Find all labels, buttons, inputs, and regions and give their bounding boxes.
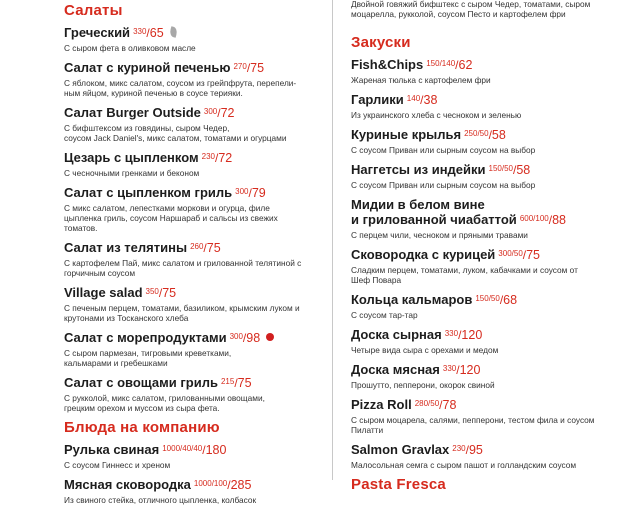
menu-item: [351, 442, 613, 470]
menu-item-price: 180: [205, 443, 227, 457]
menu-item-name: Салат Burger Outside: [64, 105, 201, 120]
menu-item-weight: 140: [406, 94, 421, 103]
group-dishes-list: [64, 442, 316, 505]
section-title-pasta: Pasta Fresca: [351, 476, 446, 493]
menu-item-name: Мясная сковородка: [64, 477, 191, 492]
right-column: [351, 0, 613, 499]
menu-item-weight: 230: [201, 152, 215, 161]
menu-item-name: Салат с морепродуктами: [64, 330, 227, 345]
price-separator: /: [246, 61, 251, 75]
section-title-appetizers: Закуски: [351, 34, 411, 51]
menu-item-title-line: [351, 57, 613, 73]
menu-item-name: Pizza Roll: [351, 397, 412, 412]
menu-item: [351, 362, 613, 390]
menu-item-weight: 300: [229, 332, 243, 341]
menu-item-price: 72: [220, 106, 235, 120]
column-divider: [332, 0, 333, 480]
menu-item-weight: 260: [190, 242, 204, 251]
menu-item: [351, 327, 613, 355]
menu-item-title-line: [351, 197, 613, 228]
vegetarian-leaf-icon: [168, 26, 177, 37]
menu-item-title-line: [64, 330, 316, 346]
price-separator: /: [420, 93, 424, 107]
menu-item-price: 285: [230, 478, 252, 492]
menu-item-name: Салат с куриной печенью: [64, 60, 231, 75]
menu-item-weight: 600/100: [519, 214, 549, 223]
menu-item-name: Кольца кальмаров: [351, 292, 473, 307]
menu-item-description: Четыре вида сыра с орехами и медом: [351, 345, 499, 355]
menu-item-title-line: [64, 477, 316, 493]
menu-item-price: 75: [250, 61, 265, 75]
menu-item-weight: 300/50: [498, 249, 523, 258]
menu-item-description: С соусом тар-тар: [351, 310, 418, 320]
menu-item-price: 62: [458, 58, 473, 72]
price-separator: /: [248, 186, 252, 200]
price-separator: /: [215, 151, 219, 165]
menu-item-price: 75: [237, 376, 252, 390]
menu-item-description: С соусом Приван или сырным соусом на выбор: [351, 145, 536, 155]
price-separator: /: [203, 241, 207, 255]
menu-item-title-line: [64, 60, 316, 76]
menu-item-name: Салат с цыпленком гриль: [64, 185, 233, 200]
menu-item-weight: 150/140: [426, 59, 456, 68]
menu-item-description: С микс салатом, лепестками моркови и огурца, филе цыпленка гриль, соусом Наршараб и сальсы из свежих томатов.: [64, 203, 278, 233]
menu-item: [351, 247, 613, 285]
menu-item-title-line: [351, 442, 613, 458]
menu-item: [64, 240, 316, 278]
menu-item-weight: 330: [133, 27, 147, 36]
menu-item: [351, 162, 613, 190]
price-separator: /: [465, 443, 469, 457]
menu-item-weight: 350: [145, 287, 159, 296]
menu-item-description: Прошутто, пепперони, окорок свиной: [351, 380, 495, 390]
menu-item-price: 88: [552, 213, 566, 227]
menu-item: [351, 127, 613, 155]
menu-item: [64, 477, 316, 505]
menu-item-price: 72: [218, 151, 233, 165]
menu-item-price: 75: [526, 248, 541, 262]
menu-item: [351, 92, 613, 120]
menu-item-weight: 1000/40/40: [162, 444, 203, 453]
menu-item-description: С сыром моцарела, салями, пепперони, тестом фила и соусом Пилатти: [351, 415, 595, 435]
menu-item-title-line: [64, 375, 316, 391]
menu-item-description: Малосольная семга с сыром пашот и голландским соусом: [351, 460, 577, 470]
left-column: [64, 0, 316, 512]
menu-item-name: Греческий: [64, 25, 131, 40]
menu-item-name: Village salad: [64, 285, 143, 300]
menu-item: [64, 330, 316, 368]
menu-item-title-line: [64, 442, 316, 458]
menu-item-weight: 280/50: [414, 399, 440, 408]
appetizers-list: [351, 57, 613, 470]
menu-item-description: С картофелем Пай, микс салатом и грилованной телятиной с горчичным соусом: [64, 258, 302, 278]
menu-item-title-line: [64, 25, 316, 41]
section-title-salads: Салаты: [64, 2, 123, 19]
menu-item-description: С яблоком, микс салатом, соусом из грейпфрута, перепели- ным яйцом, куриной печенью в соусе терияки.: [64, 78, 297, 98]
menu-item-title-line: [351, 362, 613, 378]
price-separator: /: [158, 286, 163, 300]
menu-item-price: 78: [442, 398, 457, 412]
price-separator: /: [242, 331, 247, 345]
menu-item-description: С сыром фета в оливковом масле: [64, 43, 196, 53]
menu-item-price: 58: [516, 163, 531, 177]
menu-item-title-line: [351, 247, 613, 263]
menu-item-title-line: [64, 185, 316, 201]
menu-item: [64, 375, 316, 413]
menu-item-weight: 330: [444, 329, 459, 338]
burger-description: Двойной говяжий бифштекс с сыром Чедер, томатами, сыром моцарелла, рукколой, соусом Песто и картофелем фри: [351, 0, 591, 19]
menu-item-title-line: [351, 397, 613, 413]
menu-item-title-line: [64, 240, 316, 256]
menu-item: [64, 25, 316, 53]
menu-item-description: С печеным перцем, томатами, базиликом, крымским луком и крутонами из Тосканского хлеба: [64, 303, 300, 323]
menu-item-price: 98: [246, 331, 261, 345]
menu-item-title-line: [64, 105, 316, 121]
price-separator: /: [458, 328, 462, 342]
price-separator: /: [217, 106, 221, 120]
menu-item-description: С соусом Приван или сырным соусом на выбор: [351, 180, 536, 190]
menu-item-title-line: [351, 162, 613, 178]
menu-item-name: Мидии в белом вине: [351, 197, 485, 212]
price-separator: /: [488, 128, 492, 142]
menu-item-description: С сыром пармезан, тигровыми креветками, кальмарами и гребешками: [64, 348, 232, 368]
price-separator: /: [513, 163, 517, 177]
menu-item: [351, 197, 613, 240]
menu-item: [64, 285, 316, 323]
menu-item: [64, 185, 316, 233]
menu-item-title-line: [351, 327, 613, 343]
menu-item-name: Fish&Chips: [351, 57, 424, 72]
menu-item-weight: 270: [233, 62, 247, 71]
menu-item-price: 120: [459, 363, 481, 377]
price-separator: /: [456, 363, 460, 377]
menu-item-name: Сковородка с курицей: [351, 247, 496, 262]
price-separator: /: [455, 58, 459, 72]
price-separator: /: [499, 293, 504, 307]
menu-item-price: 65: [149, 26, 164, 40]
menu-item-name: Цезарь с цыпленком: [64, 150, 199, 165]
price-separator: /: [439, 398, 443, 412]
menu-item-price: 38: [423, 93, 438, 107]
price-separator: /: [234, 376, 238, 390]
menu-item: [351, 57, 613, 85]
salads-list: [64, 25, 316, 413]
menu-item-price: 79: [251, 186, 266, 200]
menu-item-name: Salmon Gravlax: [351, 442, 450, 457]
menu-item-description: С чесночными гренками и беконом: [64, 168, 200, 178]
menu-item-name: Наггетсы из индейки: [351, 162, 486, 177]
menu-item-title-line: [351, 127, 613, 143]
menu-item-name: Доска мясная: [351, 362, 440, 377]
price-separator: /: [522, 248, 527, 262]
menu-item: [64, 442, 316, 470]
menu-item-name-continued: и грилованной чиабаттой: [351, 212, 517, 227]
menu-item-description: С рукколой, микс салатом, грилованными овощами, грецким орехом и муссом из сыра фета.: [64, 393, 265, 413]
menu-item-title-line: [64, 150, 316, 166]
menu-item-weight: 150/50: [488, 164, 513, 173]
menu-item-name: Доска сырная: [351, 327, 442, 342]
menu-item-price: 75: [206, 241, 221, 255]
menu-item: [351, 292, 613, 320]
menu-item-title-line: [351, 92, 613, 108]
menu-item-price: 120: [461, 328, 483, 342]
menu-item-description: Жареная тюлька с картофелем фри: [351, 75, 491, 85]
menu-item-weight: 1000/100: [193, 479, 228, 488]
price-separator: /: [146, 26, 150, 40]
menu-item-description: Из свиного стейка, отличного цыпленка, колбасок: [64, 495, 257, 505]
menu-item-price: 68: [503, 293, 518, 307]
menu-item-description: Сладким перцем, томатами, луком, кабачками и соусом от Шеф Повара: [351, 265, 578, 285]
menu-item-title-line: [351, 292, 613, 308]
menu-item-price: 58: [491, 128, 506, 142]
menu-item-name: Салат с овощами гриль: [64, 375, 218, 390]
menu-item-weight: 230: [452, 444, 466, 453]
menu-item-description: С перцем чили, чесноком и пряными травами: [351, 230, 528, 240]
menu-item: [64, 60, 316, 98]
menu-item-weight: 250/50: [464, 129, 489, 138]
menu-item-weight: 330: [442, 364, 457, 373]
menu-item-title-line: [64, 285, 316, 301]
menu-item-weight: 215: [220, 377, 235, 386]
menu-item-description: С бифштексом из говядины, сыром Чедер, соусом Jack Daniel's, микс салатом, томатами и огурцами: [64, 123, 287, 143]
menu-item-weight: 300: [235, 187, 249, 196]
menu-item: [351, 397, 613, 435]
menu-item-price: 75: [162, 286, 177, 300]
menu-item-price: 95: [468, 443, 483, 457]
section-title-group-dishes: Блюда на компанию: [64, 419, 220, 436]
menu-item-weight: 300: [203, 107, 218, 116]
menu-item: [64, 105, 316, 143]
menu-item-name: Куриные крылья: [351, 127, 462, 142]
menu-item-name: Гарлики: [351, 92, 404, 107]
menu-item-description: Из украинского хлеба с чесноком и зеленью: [351, 110, 522, 120]
price-separator: /: [202, 443, 206, 457]
menu-item-name: Рулька свиная: [64, 442, 160, 457]
menu-item: [64, 150, 316, 178]
menu-item-name: Салат из телятины: [64, 240, 188, 255]
price-separator: /: [227, 478, 231, 492]
menu-item-weight: 150/50: [475, 294, 500, 303]
price-separator: /: [548, 213, 553, 227]
special-dot-icon: [266, 333, 274, 341]
menu-item-description: С соусом Гиннесс и хреном: [64, 460, 171, 470]
